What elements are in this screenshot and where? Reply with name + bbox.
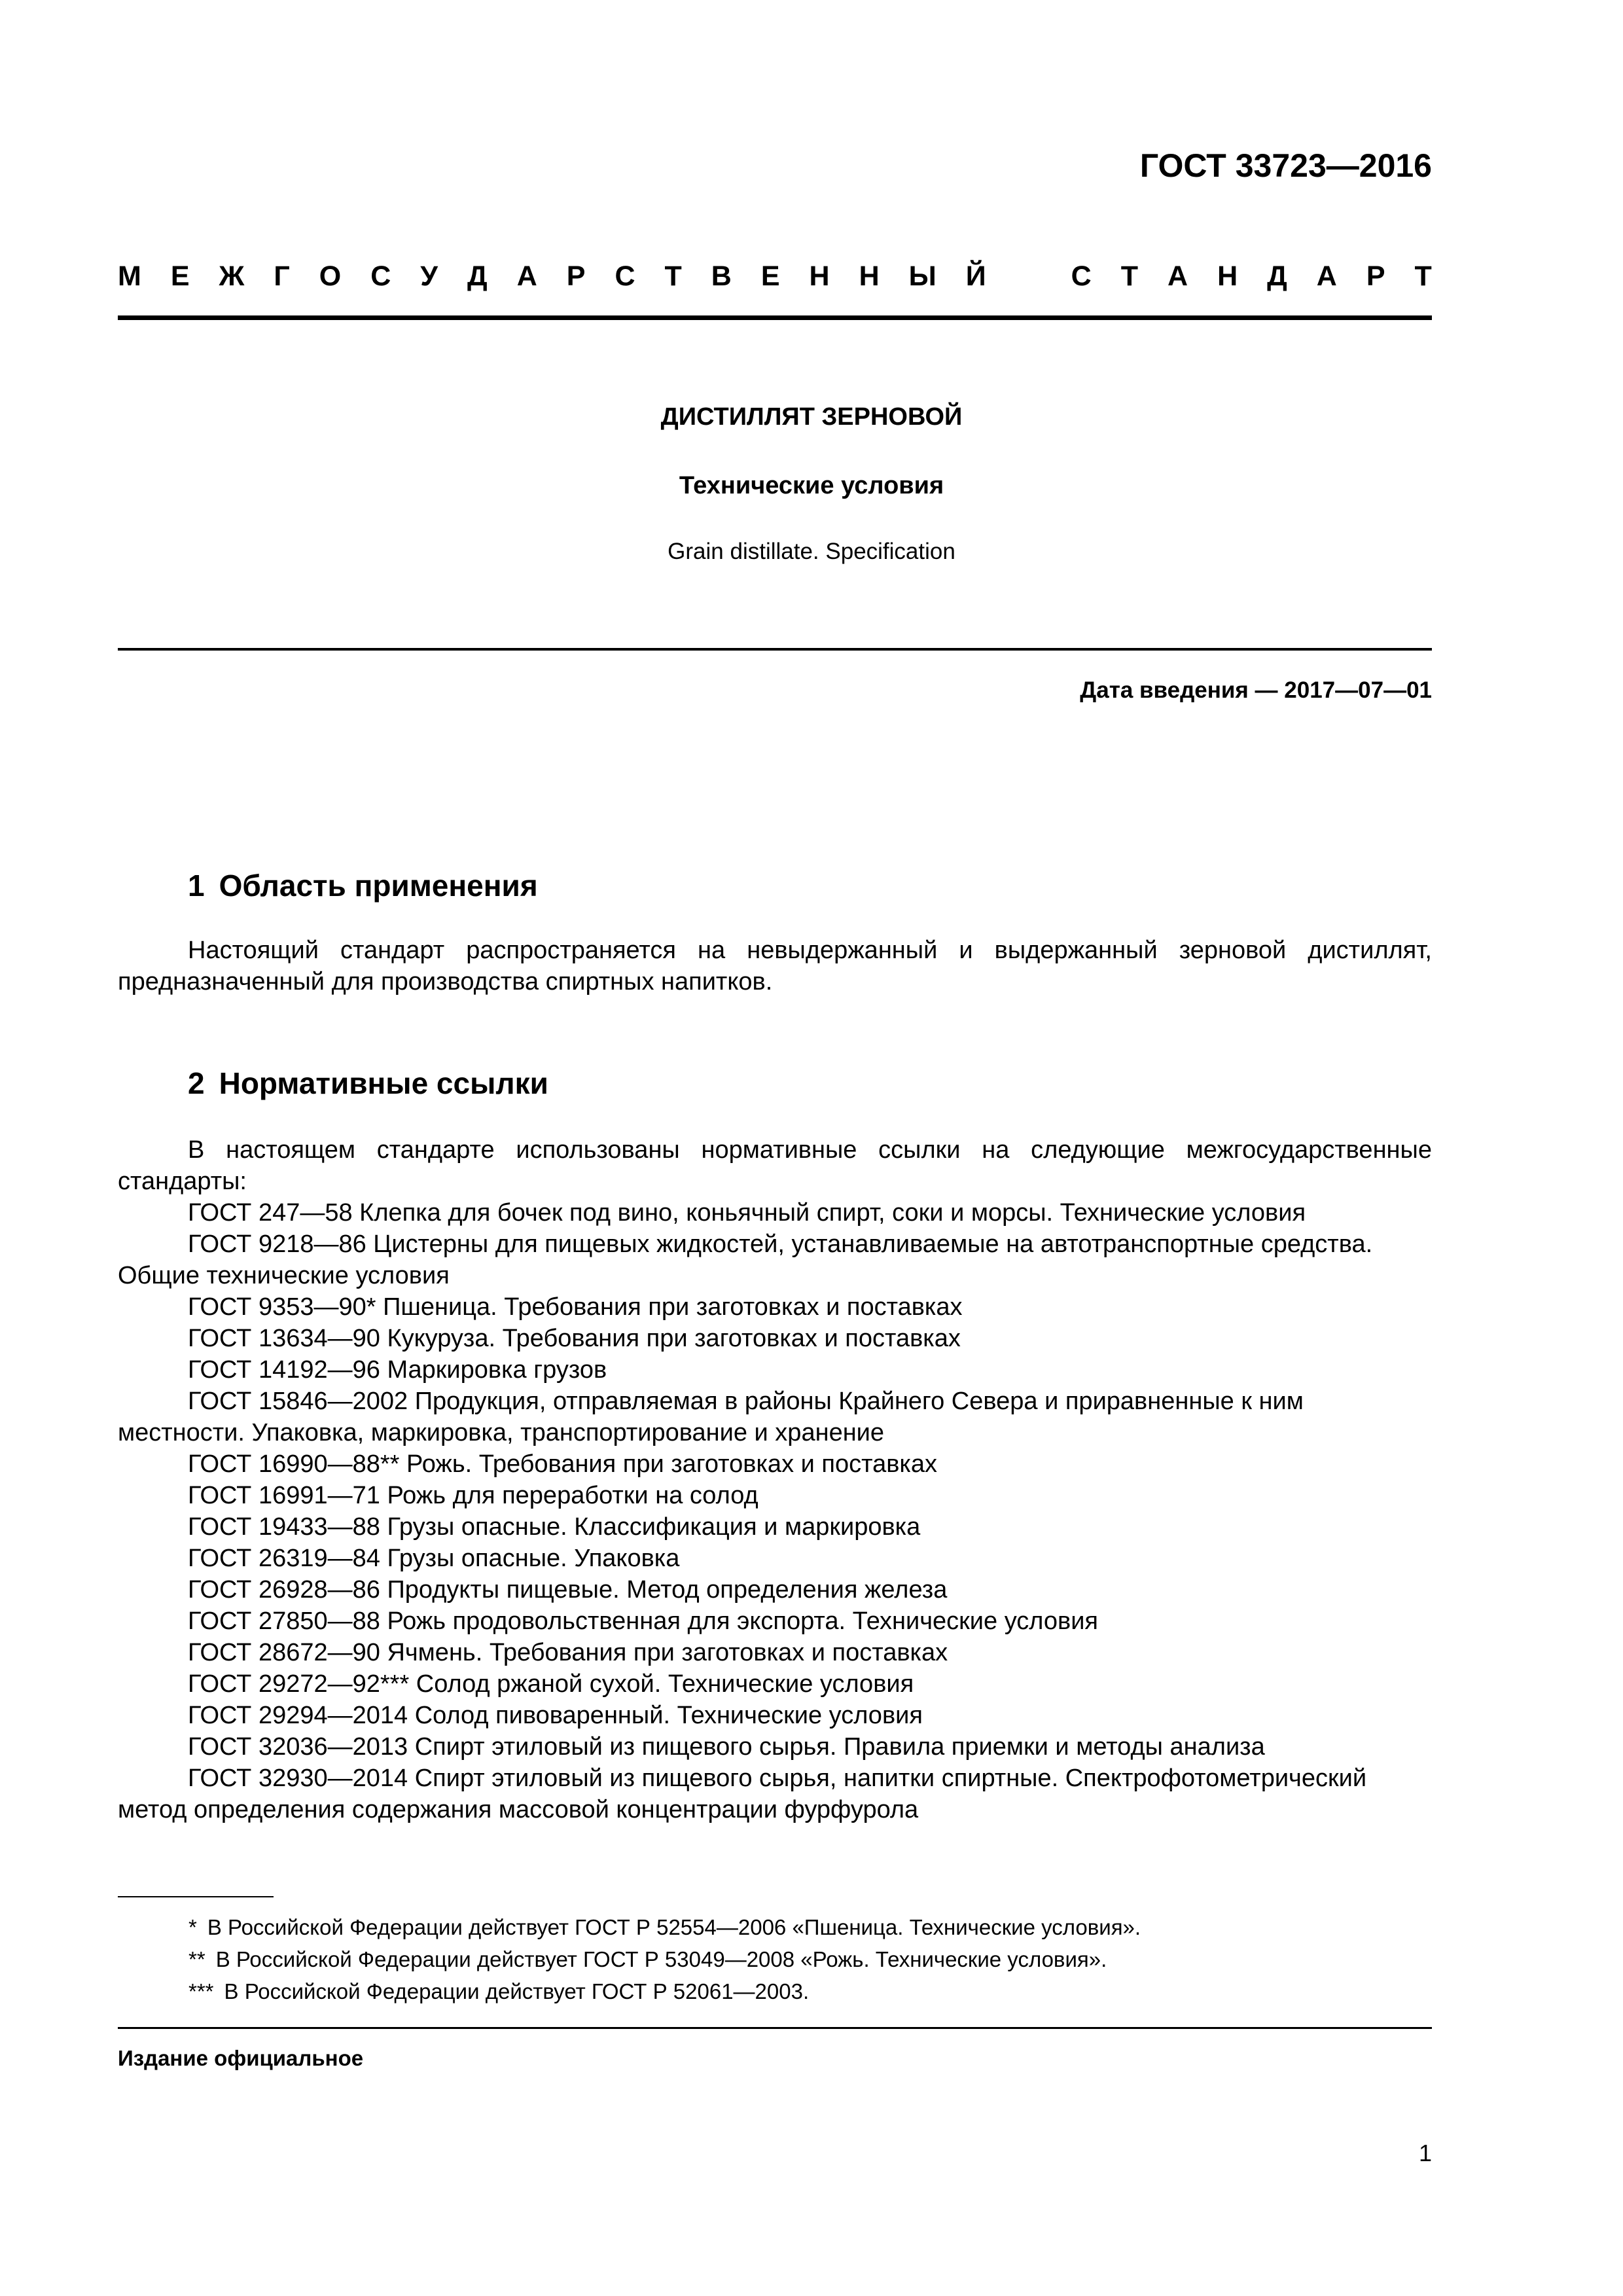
footnote-separator: [118, 1896, 274, 1897]
section-1-title: Область применения: [219, 869, 538, 903]
standard-type-letter: Т: [1414, 260, 1432, 292]
section-2-number: 2: [188, 1066, 205, 1100]
reference-item: ГОСТ 247—58 Клепка для бочек под вино, коньячный спирт, соки и морсы. Технические условия: [188, 1199, 1306, 1227]
footnote-mark: ***: [188, 1979, 214, 2003]
footnote-item: [118, 1911, 1432, 1943]
standard-type-letter: Н: [809, 260, 830, 292]
section-2-intro: В настоящем стандарте использованы нормативные ссылки на следующие межгосударственные стандарты:: [118, 1136, 1432, 1195]
reference-item: ГОСТ 32036—2013 Спирт этиловый из пищевого сырья. Правила приемки и методы анализа: [188, 1733, 1265, 1761]
page-number: 1: [1418, 2140, 1432, 2166]
standard-type-letter: Й: [965, 260, 986, 292]
section-1-paragraph: Настоящий стандарт распространяется на невыдержанный и выдержанный зерновой дистиллят, предназначенный для производства спиртных напитков.: [118, 937, 1432, 996]
standard-type-letter: А: [1316, 260, 1337, 292]
reference-item: ГОСТ 9218—86 Цистерны для пищевых жидкостей, устанавливаемые на автотранспортные средства. Общие технические условия: [118, 1230, 1373, 1289]
standard-type-letter: Е: [170, 260, 190, 292]
standard-type-letter: Ы: [908, 260, 936, 292]
reference-item: ГОСТ 14192—96 Маркировка грузов: [188, 1356, 607, 1384]
introduction-date: Дата введения — 2017—07—01: [1080, 677, 1432, 703]
english-title: Grain distillate. Specification: [668, 539, 955, 564]
title-divider: [118, 648, 1432, 651]
footnote-item: [118, 1943, 1432, 1975]
reference-item: ГОСТ 26928—86 Продукты пищевые. Метод определения железа: [188, 1576, 948, 1604]
reference-item: ГОСТ 15846—2002 Продукция, отправляемая в районы Крайнего Севера и приравненные к ним местности. Упаковка, маркировка, транспортирование и хранение: [118, 1388, 1304, 1446]
gost-number: ГОСТ 33723—2016: [1139, 147, 1432, 184]
references-list: [118, 1197, 1432, 1825]
standard-type-letter: В: [711, 260, 732, 292]
reference-item: ГОСТ 16990—88** Рожь. Требования при заготовках и поставках: [188, 1450, 938, 1478]
footnote-mark: **: [188, 1947, 205, 1971]
standard-type-letter: У: [420, 260, 438, 292]
standard-type-letter: Д: [1267, 260, 1287, 292]
reference-item: ГОСТ 28672—90 Ячмень. Требования при заготовках и поставках: [188, 1639, 948, 1666]
reference-item: ГОСТ 32930—2014 Спирт этиловый из пищевого сырья, напитки спиртные. Спектрофотометрический метод определения содержания массовой концентрации фурфурола: [118, 1765, 1367, 1823]
document-title: ДИСТИЛЛЯТ ЗЕРНОВОЙ: [660, 403, 963, 431]
section-2-body: [118, 1134, 1432, 1825]
standard-type-letter: Г: [274, 260, 290, 292]
standard-type-letter: Т: [664, 260, 682, 292]
section-1-body: [118, 935, 1432, 997]
edition-label: Издание официальное: [118, 2046, 364, 2070]
reference-item: ГОСТ 19433—88 Грузы опасные. Классификация и маркировка: [188, 1513, 921, 1541]
section-2-heading: [188, 1064, 548, 1103]
footnote-text: В Российской Федерации действует ГОСТ Р 53049—2008 «Рожь. Технические условия».: [215, 1947, 1107, 1971]
footnote-text: В Российской Федерации действует ГОСТ Р 52061—2003.: [224, 1979, 810, 2003]
standard-type-letter: А: [1168, 260, 1188, 292]
standard-type-letter: Д: [467, 260, 488, 292]
reference-item: ГОСТ 27850—88 Рожь продовольственная для экспорта. Технические условия: [188, 1607, 1099, 1635]
reference-item: ГОСТ 26319—84 Грузы опасные. Упаковка: [188, 1545, 680, 1572]
standard-type-letter: С: [1071, 260, 1092, 292]
standard-type-letter: Ж: [219, 260, 245, 292]
standard-type-letter: М: [118, 260, 141, 292]
header-divider: [118, 315, 1432, 320]
reference-item: ГОСТ 16991—71 Рожь для переработки на солод: [188, 1482, 758, 1509]
standard-type-letter: А: [516, 260, 537, 292]
standard-type-heading: [118, 257, 1432, 296]
standard-type-letter: О: [319, 260, 342, 292]
standard-type-letter: Н: [859, 260, 880, 292]
footnote-text: В Российской Федерации действует ГОСТ Р 52554—2006 «Пшеница. Технические условия».: [207, 1915, 1141, 1939]
section-1-heading: [188, 866, 538, 905]
footer-divider: [118, 2027, 1432, 2029]
reference-item: ГОСТ 29294—2014 Солод пивоваренный. Технические условия: [188, 1702, 923, 1729]
section-1-number: 1: [188, 869, 205, 903]
section-2-title: Нормативные ссылки: [219, 1066, 548, 1100]
footnotes: [118, 1911, 1432, 2007]
standard-type-letter: Р: [566, 260, 586, 292]
document-subtitle: Технические условия: [679, 472, 944, 499]
standard-type-letter: Н: [1217, 260, 1238, 292]
reference-item: ГОСТ 29272—92*** Солод ржаной сухой. Технические условия: [188, 1670, 914, 1698]
footnote-item: [118, 1975, 1432, 2007]
standard-type-letter: С: [370, 260, 391, 292]
footnote-mark: *: [188, 1915, 197, 1939]
standard-type-gap: [1016, 257, 1042, 296]
reference-item: ГОСТ 13634—90 Кукуруза. Требования при заготовках и поставках: [188, 1325, 961, 1352]
standard-type-letter: Р: [1366, 260, 1385, 292]
reference-item: ГОСТ 9353—90* Пшеница. Требования при заготовках и поставках: [188, 1293, 963, 1321]
standard-type-letter: С: [615, 260, 635, 292]
standard-type-letter: Т: [1120, 260, 1139, 292]
standard-type-letter: Е: [760, 260, 780, 292]
